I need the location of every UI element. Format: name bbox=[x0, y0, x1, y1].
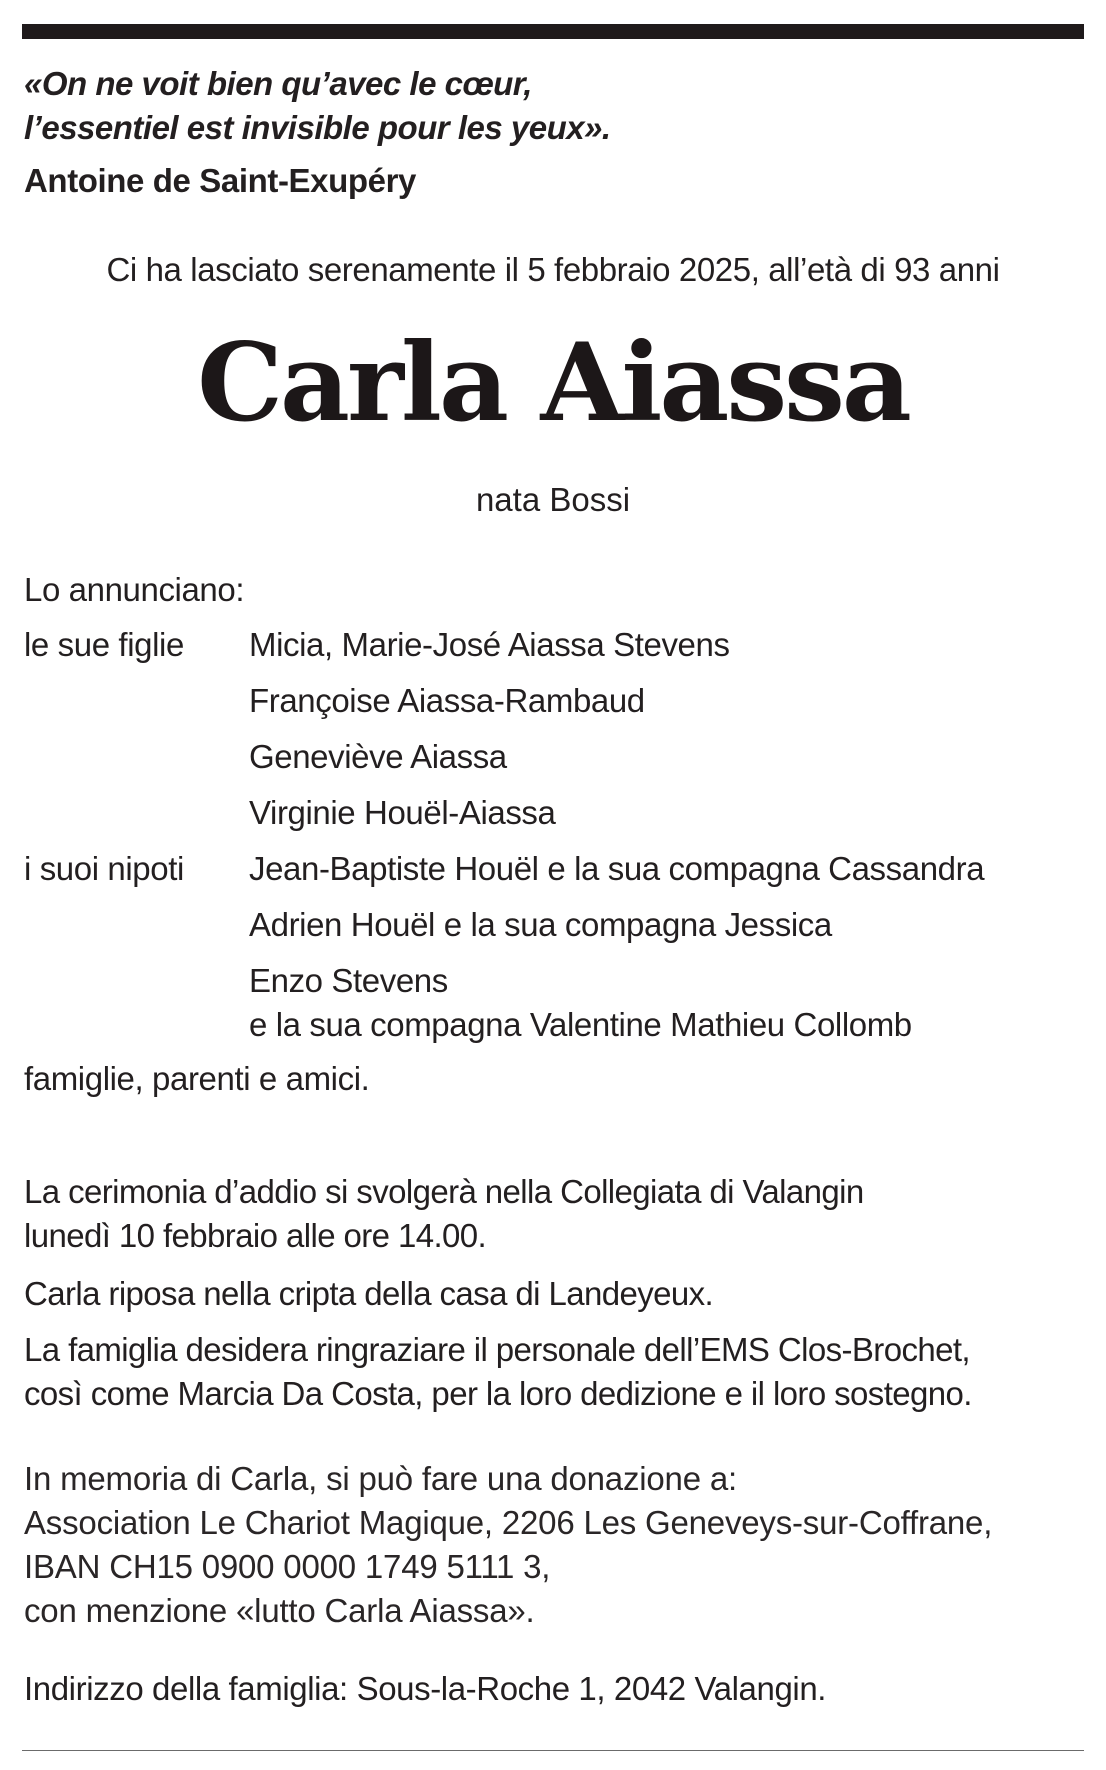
family-member bbox=[249, 623, 730, 667]
family-group-label: i suoi nipoti bbox=[24, 850, 184, 887]
family-list bbox=[24, 623, 1084, 1059]
donation-line: IBAN CH15 0900 0000 1749 5111 3, bbox=[24, 1548, 551, 1585]
family-row bbox=[24, 791, 1084, 847]
rest-line: Carla riposa nella cripta della casa di Landeyeux. bbox=[24, 1275, 714, 1312]
donation-line: Association Le Chariot Magique, 2206 Les Geneveys-sur-Coffrane, bbox=[24, 1504, 993, 1541]
deceased-name: Carla Aiassa bbox=[197, 320, 909, 446]
quote-author: Antoine de Saint-Exupéry bbox=[24, 162, 416, 199]
announcers-heading: Lo annunciano: bbox=[24, 571, 245, 608]
death-announcement-line: Ci ha lasciato serenamente il 5 febbraio 2025, all’età di 93 anni bbox=[106, 251, 1000, 288]
family-member bbox=[249, 679, 645, 723]
family-member bbox=[249, 847, 984, 891]
quote-line: l’essentiel est invisible pour les yeux». bbox=[24, 109, 611, 146]
family-member bbox=[249, 903, 832, 947]
family-member-partner: e la sua compagna Valentine Mathieu Collomb bbox=[249, 1006, 912, 1043]
family-row bbox=[24, 735, 1084, 791]
epigraph-quote bbox=[24, 62, 611, 150]
donation-paragraph bbox=[24, 1457, 992, 1633]
family-member-name: Geneviève Aiassa bbox=[249, 738, 507, 775]
family-row bbox=[24, 847, 1084, 903]
family-member bbox=[249, 791, 556, 835]
family-member bbox=[249, 735, 507, 779]
family-member-name: Virginie Houël-Aiassa bbox=[249, 794, 556, 831]
family-member-name: Micia, Marie-José Aiassa Stevens bbox=[249, 626, 730, 663]
family-row bbox=[24, 679, 1084, 735]
ceremony-paragraph bbox=[24, 1170, 864, 1258]
family-row bbox=[24, 903, 1084, 959]
family-row bbox=[24, 623, 1084, 679]
rest-paragraph bbox=[24, 1272, 713, 1316]
family-member-name: Adrien Houël e la sua compagna Jessica bbox=[249, 906, 832, 943]
quote-line: «On ne voit bien qu’avec le cœur, bbox=[24, 65, 532, 102]
donation-line: In memoria di Carla, si può fare una donazione a: bbox=[24, 1460, 737, 1497]
family-member-name: Enzo Stevens bbox=[249, 962, 448, 999]
announcers-closing: famiglie, parenti e amici. bbox=[24, 1060, 370, 1097]
ceremony-line: lunedì 10 febbraio alle ore 14.00. bbox=[24, 1217, 487, 1254]
ceremony-line: La cerimonia d’addio si svolgerà nella Collegiata di Valangin bbox=[24, 1173, 864, 1210]
family-member bbox=[249, 959, 912, 1047]
thanks-line: così come Marcia Da Costa, per la loro dedizione e il loro sostegno. bbox=[24, 1375, 972, 1412]
donation-line: con menzione «lutto Carla Aiassa». bbox=[24, 1592, 535, 1629]
family-address: Indirizzo della famiglia: Sous-la-Roche 1, 2042 Valangin. bbox=[24, 1670, 827, 1707]
family-member-name: Françoise Aiassa-Rambaud bbox=[249, 682, 645, 719]
family-member-name: Jean-Baptiste Houël e la sua compagna Cassandra bbox=[249, 850, 985, 887]
family-group-label: le sue figlie bbox=[24, 626, 184, 663]
top-rule bbox=[22, 24, 1084, 39]
family-row bbox=[24, 959, 1084, 1059]
bottom-rule bbox=[22, 1750, 1084, 1751]
thanks-line: La famiglia desidera ringraziare il personale dell’EMS Clos-Brochet, bbox=[24, 1331, 970, 1368]
birth-name: nata Bossi bbox=[475, 481, 631, 518]
thanks-paragraph bbox=[24, 1328, 972, 1416]
